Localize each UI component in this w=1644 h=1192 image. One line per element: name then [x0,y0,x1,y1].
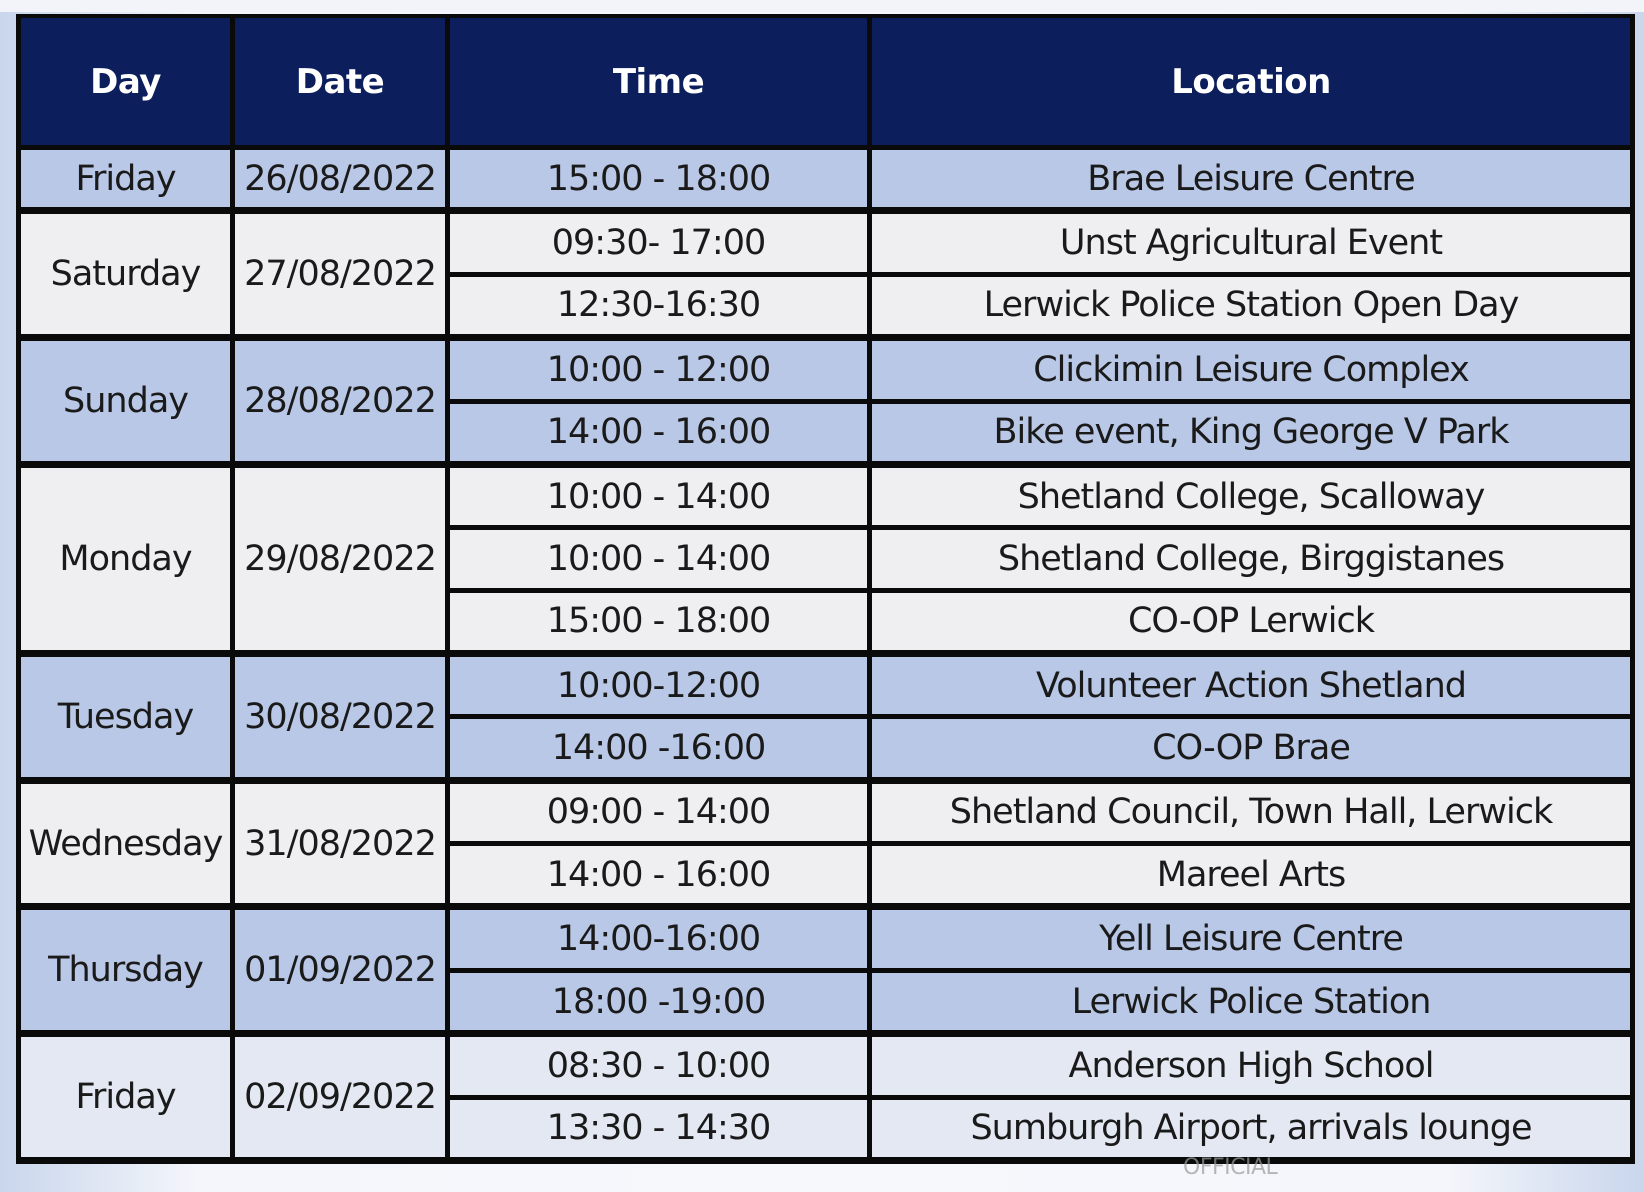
location-cell: CO-OP Brae [870,717,1633,780]
time-cell: 10:00 - 14:00 [448,528,870,590]
table-row [19,148,1633,211]
table-row [19,907,1633,970]
schedule-table [16,14,1635,1164]
top-strip [0,0,1644,12]
classification-mark: OFFICIAL [1183,1155,1278,1180]
table-row [19,1034,1633,1097]
location-cell: Lerwick Police Station [870,970,1633,1033]
time-cell: 10:00 - 14:00 [448,464,870,527]
time-cell: 15:00 - 18:00 [448,148,870,211]
location-cell: Bike event, King George V Park [870,401,1633,464]
time-cell: 14:00 - 16:00 [448,844,870,907]
time-cell: 14:00 - 16:00 [448,401,870,464]
schedule-group-saturday [19,211,1633,338]
day-cell: Wednesday [19,780,233,907]
header-date: Date [233,16,448,148]
schedule-group-monday [19,464,1633,653]
schedule-group-friday-02 [19,1034,1633,1161]
date-cell: 30/08/2022 [233,653,448,780]
table-header [19,16,1633,148]
schedule-group-thursday [19,907,1633,1034]
schedule-group-sunday [19,338,1633,465]
location-cell: Volunteer Action Shetland [870,653,1633,716]
time-cell: 12:30-16:30 [448,274,870,337]
time-cell: 09:00 - 14:00 [448,780,870,843]
time-cell: 10:00 - 12:00 [448,338,870,401]
day-cell: Sunday [19,338,233,465]
header-time: Time [448,16,870,148]
schedule-group-wednesday [19,780,1633,907]
location-cell: Shetland College, Birggistanes [870,528,1633,590]
location-cell: Brae Leisure Centre [870,148,1633,211]
day-cell: Saturday [19,211,233,338]
time-cell: 15:00 - 18:00 [448,590,870,653]
header-row [19,16,1633,148]
day-cell: Friday [19,148,233,211]
header-day: Day [19,16,233,148]
location-cell: Anderson High School [870,1034,1633,1097]
location-cell: CO-OP Lerwick [870,590,1633,653]
table-row [19,211,1633,274]
schedule-group-friday-26 [19,148,1633,211]
header-location: Location [870,16,1633,148]
table-row [19,464,1633,527]
date-cell: 01/09/2022 [233,907,448,1034]
day-cell: Friday [19,1034,233,1161]
table-row [19,338,1633,401]
location-cell: Mareel Arts [870,844,1633,907]
date-cell: 26/08/2022 [233,148,448,211]
time-cell: 08:30 - 10:00 [448,1034,870,1097]
table-row [19,653,1633,716]
location-cell: Yell Leisure Centre [870,907,1633,970]
day-cell: Tuesday [19,653,233,780]
date-cell: 31/08/2022 [233,780,448,907]
date-cell: 28/08/2022 [233,338,448,465]
location-cell: Sumburgh Airport, arrivals lounge [870,1097,1633,1160]
day-cell: Thursday [19,907,233,1034]
location-cell: Unst Agricultural Event [870,211,1633,274]
time-cell: 13:30 - 14:30 [448,1097,870,1160]
time-cell: 09:30- 17:00 [448,211,870,274]
date-cell: 29/08/2022 [233,464,448,653]
time-cell: 10:00-12:00 [448,653,870,716]
table-row [19,780,1633,843]
time-cell: 18:00 -19:00 [448,970,870,1033]
location-cell: Shetland Council, Town Hall, Lerwick [870,780,1633,843]
day-cell: Monday [19,464,233,653]
date-cell: 02/09/2022 [233,1034,448,1161]
location-cell: Lerwick Police Station Open Day [870,274,1633,337]
schedule-group-tuesday [19,653,1633,780]
time-cell: 14:00 -16:00 [448,717,870,780]
location-cell: Clickimin Leisure Complex [870,338,1633,401]
time-cell: 14:00-16:00 [448,907,870,970]
date-cell: 27/08/2022 [233,211,448,338]
location-cell: Shetland College, Scalloway [870,464,1633,527]
